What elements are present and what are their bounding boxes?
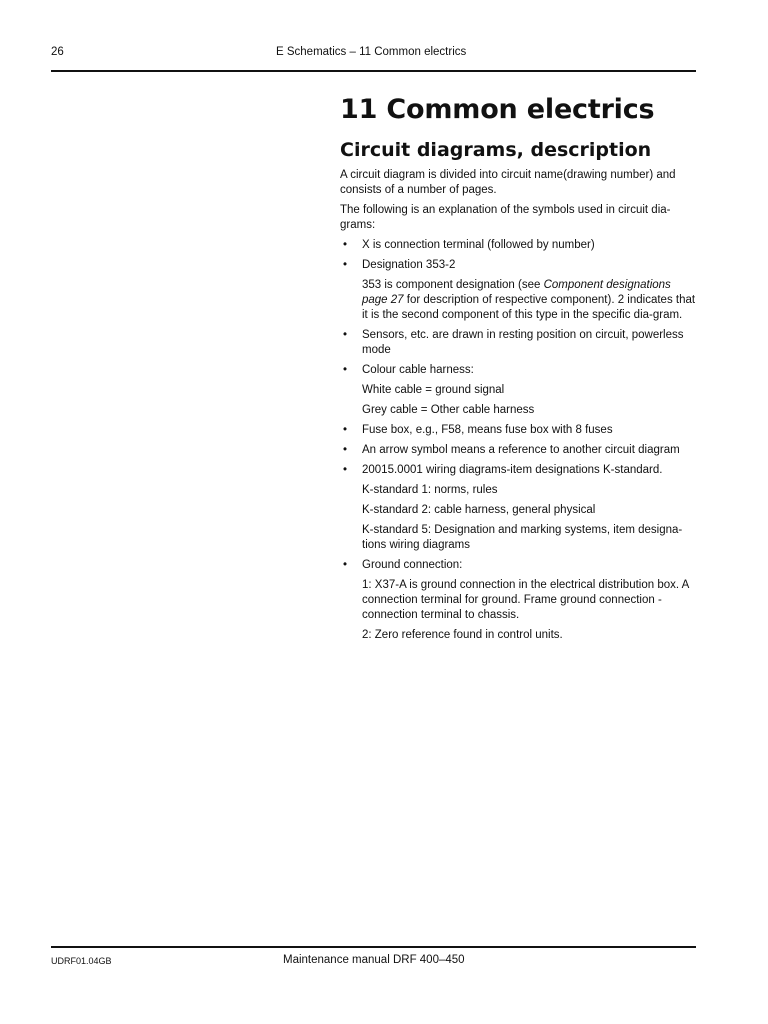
bullet-icon: • (343, 559, 348, 571)
list-item (340, 363, 696, 418)
bullet-icon: • (343, 239, 348, 251)
bullet-icon: • (343, 444, 348, 456)
manual-title: Maintenance manual DRF 400–450 (283, 954, 465, 966)
list-item-text: Ground connection: (362, 559, 463, 571)
list-item-detail: 1: X37-A is ground connection in the electrical distribution box. A connection terminal for ground. Frame ground connection - connection terminal to chassis. (362, 579, 689, 621)
bullet-icon: • (343, 424, 348, 436)
list-item (340, 238, 696, 253)
list-item (340, 558, 696, 643)
list-item-detail (362, 278, 696, 323)
list-item-text: An arrow symbol means a reference to another circuit diagram (362, 444, 680, 456)
list-item-text: Sensors, etc. are drawn in resting position on circuit, powerless mode (362, 329, 684, 356)
header-rule (51, 70, 696, 72)
list-item-text: 20015.0001 wiring diagrams-item designations K-standard. (362, 464, 663, 476)
detail-text: 353 is component designation (see (362, 279, 544, 291)
list-item-text: Colour cable harness: (362, 364, 474, 376)
bullet-icon: • (343, 364, 348, 376)
cross-reference-link[interactable]: Component designations page 27 (362, 279, 671, 306)
list-item-detail: K-standard 1: norms, rules (362, 484, 498, 496)
detail-text: for description of respective component). 2 indicates that it is the second component of this type in the specific dia-gram. (362, 294, 696, 321)
list-item (340, 463, 696, 553)
intro-paragraph: A circuit diagram is divided into circuit name(drawing number) and consists of a number of pages. (340, 169, 676, 196)
footer-rule (51, 946, 696, 948)
intro-paragraph: The following is an explanation of the symbols used in circuit dia-grams: (340, 204, 671, 231)
list-item (340, 443, 696, 458)
list-item-detail: White cable = ground signal (362, 384, 505, 396)
section-title: Circuit diagrams, description (340, 139, 652, 161)
chapter-title: 11 Common electrics (340, 94, 655, 125)
list-item (340, 258, 696, 323)
main-content (340, 90, 696, 648)
bullet-icon: • (343, 259, 348, 271)
list-item-text: Designation 353-2 (362, 259, 456, 271)
list-item-detail: 2: Zero reference found in control units. (362, 629, 563, 641)
list-item-text: Fuse box, e.g., F58, means fuse box with 8 fuses (362, 424, 613, 436)
bullet-icon: • (343, 329, 348, 341)
document-code: UDRF01.04GB (51, 956, 112, 966)
page-number: 26 (51, 46, 64, 58)
list-item-detail: K-standard 2: cable harness, general physical (362, 504, 596, 516)
bullet-icon: • (343, 464, 348, 476)
list-item-detail: K-standard 5: Designation and marking systems, item designa-tions wiring diagrams (362, 524, 683, 551)
symbol-list (340, 238, 696, 643)
list-item-detail: Grey cable = Other cable harness (362, 404, 535, 416)
list-item (340, 423, 696, 438)
list-item (340, 328, 696, 358)
running-header: E Schematics – 11 Common electrics (276, 46, 467, 58)
list-item-text: X is connection terminal (followed by number) (362, 239, 595, 251)
